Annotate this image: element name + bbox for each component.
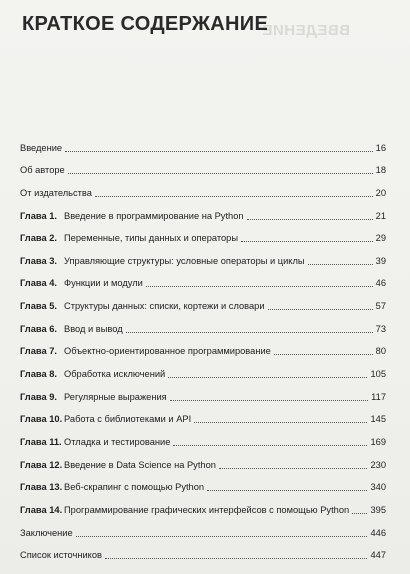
toc-entry-chapter-3[interactable] (20, 246, 386, 269)
dot-leader (65, 151, 373, 152)
toc-entry-from-publisher[interactable] (20, 178, 386, 201)
chapter-title: Функции и модули (64, 278, 143, 289)
chapter-number: Глава 2. (20, 233, 57, 244)
chapter-number: Глава 6. (20, 323, 57, 334)
chapter-title: Регулярные выражения (64, 391, 167, 402)
toc-entry-label: От издательства (20, 187, 92, 198)
toc-page-number: 340 (370, 482, 386, 493)
toc-entry-chapter-11[interactable] (20, 427, 386, 450)
toc-entry-label: Введение (20, 142, 63, 153)
chapter-number: Глава 13. (20, 482, 63, 493)
toc-entry-chapter-2[interactable] (20, 224, 386, 247)
toc-entry-chapter-1[interactable] (20, 201, 386, 224)
chapter-title: Работа с библиотеками и API (64, 414, 192, 425)
toc-page-number: 46 (375, 278, 386, 289)
dot-leader (247, 219, 373, 220)
dot-leader (170, 400, 368, 401)
toc-entry-chapter-14[interactable] (20, 495, 386, 518)
dot-leader (194, 422, 367, 423)
chapter-number: Глава 14. (20, 504, 63, 515)
chapter-title: Переменные, типы данных и операторы (64, 233, 239, 244)
toc-page-number: 117 (371, 391, 386, 402)
toc-page-number: 447 (370, 550, 386, 561)
dot-leader (146, 286, 373, 287)
chapter-number: Глава 7. (20, 346, 57, 357)
dot-leader (168, 377, 367, 378)
toc-page-number: 80 (375, 346, 386, 357)
toc-entry-label: Заключение (20, 527, 73, 538)
toc-page-number: 105 (370, 369, 386, 380)
table-of-contents (20, 133, 386, 563)
toc-page-number: 57 (375, 301, 386, 312)
dot-leader (352, 513, 367, 514)
chapter-title: Управляющие структуры: условные операторы и циклы (64, 255, 305, 266)
toc-entry-chapter-4[interactable] (20, 269, 386, 292)
chapter-number: Глава 11. (20, 436, 62, 447)
chapter-title: Структуры данных: списки, кортежи и словари (64, 301, 265, 312)
toc-entry-sources[interactable] (20, 541, 386, 564)
chapter-number: Глава 12. (20, 459, 63, 470)
dot-leader (95, 196, 373, 197)
dot-leader (105, 558, 368, 559)
dot-leader (219, 468, 368, 469)
toc-entry-label: Список источников (20, 550, 102, 561)
toc-page-number: 145 (370, 414, 386, 425)
chapter-number: Глава 10. (20, 414, 63, 425)
bleed-through-text: ВВЕДЕНИЕ (262, 22, 350, 39)
dot-leader (173, 445, 367, 446)
page-title: КРАТКОЕ СОДЕРЖАНИЕ (22, 13, 269, 35)
chapter-number: Глава 4. (20, 278, 57, 289)
toc-page-number: 73 (375, 323, 386, 334)
toc-page-number: 395 (370, 504, 386, 515)
toc-entry-label: Об авторе (20, 165, 65, 176)
toc-entry-chapter-10[interactable] (20, 405, 386, 428)
toc-entry-conclusion[interactable] (20, 518, 386, 541)
chapter-number: Глава 9. (20, 391, 57, 402)
chapter-title: Веб-скрапинг с помощью Python (64, 482, 205, 493)
chapter-title: Объектно-ориентированное программирование (64, 346, 271, 357)
chapter-number: Глава 8. (20, 369, 57, 380)
toc-page-number: 21 (375, 210, 386, 221)
dot-leader (241, 241, 373, 242)
toc-page-number: 18 (375, 165, 386, 176)
toc-entry-about-author[interactable] (20, 156, 386, 179)
toc-page-number: 16 (375, 142, 386, 153)
chapter-title: Введение в Data Science на Python (64, 459, 216, 470)
toc-page-number: 230 (370, 459, 386, 470)
toc-entry-chapter-6[interactable] (20, 314, 386, 337)
dot-leader (126, 332, 373, 333)
dot-leader (274, 354, 373, 355)
toc-entry-chapter-8[interactable] (20, 359, 386, 382)
chapter-title: Отладка и тестирование (64, 436, 171, 447)
toc-page-number: 169 (370, 436, 386, 447)
toc-entry-introduction[interactable] (20, 133, 386, 156)
toc-page-number: 29 (375, 233, 386, 244)
chapter-title: Ввод и вывод (64, 323, 123, 334)
chapter-title: Программирование графических интерфейсов с помощью Python (64, 504, 350, 515)
dot-leader (68, 173, 373, 174)
toc-page-number: 446 (370, 527, 386, 538)
chapter-title: Обработка исключений (64, 369, 166, 380)
toc-entry-chapter-7[interactable] (20, 337, 386, 360)
chapter-title: Введение в программирование на Python (64, 210, 244, 221)
dot-leader (308, 264, 373, 265)
dot-leader (76, 536, 368, 537)
dot-leader (207, 490, 367, 491)
dot-leader (268, 309, 373, 310)
toc-entry-chapter-5[interactable] (20, 291, 386, 314)
toc-entry-chapter-12[interactable] (20, 450, 386, 473)
toc-entry-chapter-9[interactable] (20, 382, 386, 405)
chapter-number: Глава 3. (20, 255, 57, 266)
toc-entry-chapter-13[interactable] (20, 473, 386, 496)
toc-page-number: 20 (375, 187, 386, 198)
toc-page-number: 39 (375, 255, 386, 266)
chapter-number: Глава 5. (20, 301, 57, 312)
chapter-number: Глава 1. (20, 210, 57, 221)
